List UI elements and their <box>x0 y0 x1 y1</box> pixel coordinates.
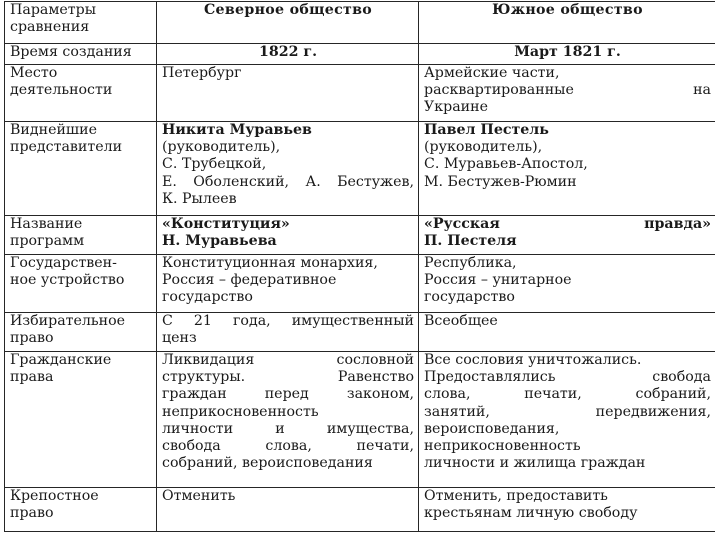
south-value-line: П. Пестеля <box>424 233 517 250</box>
north-value-line: Е. Оболенский, А. Бестужев, <box>162 173 414 190</box>
comparison-table <box>4 1 715 532</box>
criterion-line: Крепостное <box>10 488 99 504</box>
header-criteria-line: сравнения <box>10 19 90 36</box>
north-value-line: Н. Муравьева <box>162 233 277 250</box>
table-row <box>5 44 716 65</box>
criterion-cell <box>5 313 157 352</box>
criterion-line: Избирательное <box>10 313 126 329</box>
north-value-cell <box>157 65 419 122</box>
north-value-line: (руководитель), <box>162 139 281 156</box>
south-value-line: Павел Пестель <box>424 122 549 138</box>
north-value-cell <box>157 122 419 216</box>
criterion-line: Время создания <box>10 44 132 60</box>
header-south-society: Южное общество <box>419 2 716 44</box>
south-value-line: вероисповедания, <box>424 420 560 437</box>
south-value-cell <box>419 216 716 255</box>
north-value-line: свобода слова, печати, <box>162 438 414 455</box>
criterion-line: Гражданские <box>10 352 112 368</box>
south-value-cell <box>419 352 716 488</box>
south-value-line: государство <box>424 289 515 306</box>
south-value-line: Армейские части, <box>424 65 560 81</box>
south-value-line: Россия – унитарное <box>424 272 572 289</box>
north-value-line: Никита Муравьев <box>162 122 312 138</box>
south-value-line: Отменить, предоставить <box>424 488 608 504</box>
north-value-line: К. Рылеев <box>162 190 237 207</box>
north-value-cell <box>157 313 419 352</box>
criterion-line: Название <box>10 216 83 232</box>
south-value-line: слова, печати, собраний, <box>424 386 711 403</box>
document-page <box>4 1 715 539</box>
south-value-line: личности и жилища граждан <box>424 455 646 472</box>
criterion-cell <box>5 488 157 532</box>
table-row <box>5 65 716 122</box>
criterion-line: Государствен- <box>10 255 117 271</box>
south-value-line: расквартированные на <box>424 82 711 99</box>
criterion-cell <box>5 352 157 488</box>
north-value-line: граждан перед законом, <box>162 386 414 403</box>
criterion-line: программ <box>10 233 85 250</box>
criterion-line: право <box>10 505 54 522</box>
north-value-cell <box>157 352 419 488</box>
north-value-line: Ликвидация сословной <box>162 352 414 368</box>
south-value-cell <box>419 122 716 216</box>
south-value-line: неприкосновенность <box>424 438 581 455</box>
table-row <box>5 352 716 488</box>
north-value-cell <box>157 255 419 313</box>
criterion-line: право <box>10 330 54 347</box>
north-value-cell <box>157 488 419 532</box>
north-value-line: структуры. Равенство <box>162 369 414 386</box>
north-value-cell <box>157 44 419 65</box>
north-value-line: Конституционная монархия, <box>162 255 378 271</box>
north-value-line: собраний, вероисповедания <box>162 455 373 472</box>
header-criteria-line: Параметры <box>10 2 97 18</box>
criterion-cell <box>5 65 157 122</box>
north-value-line: ценз <box>162 330 197 347</box>
criterion-cell <box>5 44 157 65</box>
north-value-line: Отменить <box>162 488 236 504</box>
table-row <box>5 216 716 255</box>
north-value-line: Петербург <box>162 65 242 81</box>
criterion-line: представители <box>10 139 123 156</box>
header-north-society: Северное общество <box>157 2 419 44</box>
south-value-line: Предоставлялись свобода <box>424 369 711 386</box>
south-value-line: Республика, <box>424 255 517 271</box>
north-value-line: С. Трубецкой, <box>162 156 267 173</box>
criterion-cell <box>5 216 157 255</box>
north-value-line: государство <box>162 289 253 306</box>
table-row <box>5 255 716 313</box>
north-value-line: Россия – федеративное <box>162 272 337 289</box>
table-row <box>5 122 716 216</box>
north-value-line: личности и имущества, <box>162 420 414 437</box>
south-value-line: «Русская правда» <box>424 216 711 232</box>
south-value-line: Украине <box>424 99 488 116</box>
north-value-cell <box>157 216 419 255</box>
south-value-cell <box>419 255 716 313</box>
criterion-cell <box>5 255 157 313</box>
south-value-line: Все сословия уничтожались. <box>424 352 642 368</box>
south-value-line: (руководитель), <box>424 139 543 156</box>
table-header-row <box>5 2 716 44</box>
south-value-line: крестьянам личную свободу <box>424 505 638 522</box>
south-value-cell <box>419 65 716 122</box>
north-value-line: 1822 г. <box>258 44 318 60</box>
table-row <box>5 488 716 532</box>
south-value-cell <box>419 313 716 352</box>
criterion-cell <box>5 122 157 216</box>
south-value-line: занятий, передвижения, <box>424 403 711 420</box>
south-value-line: М. Бестужев-Рюмин <box>424 173 577 190</box>
criterion-line: ное устройство <box>10 272 125 289</box>
north-value-line: С 21 года, имущественный <box>162 313 414 329</box>
criterion-line: права <box>10 369 54 386</box>
criterion-line: Место <box>10 65 58 81</box>
south-value-line: Март 1821 г. <box>514 44 621 60</box>
table-row <box>5 313 716 352</box>
south-value-cell <box>419 488 716 532</box>
north-value-line: неприкосновенность <box>162 403 319 420</box>
south-value-cell <box>419 44 716 65</box>
criterion-line: деятельности <box>10 82 113 99</box>
header-criteria-cell <box>5 2 157 44</box>
south-value-line: Всеобщее <box>424 313 498 329</box>
south-value-line: С. Муравьев-Апостол, <box>424 156 588 173</box>
criterion-line: Виднейшие <box>10 122 97 138</box>
north-value-line: «Конституция» <box>162 216 290 232</box>
